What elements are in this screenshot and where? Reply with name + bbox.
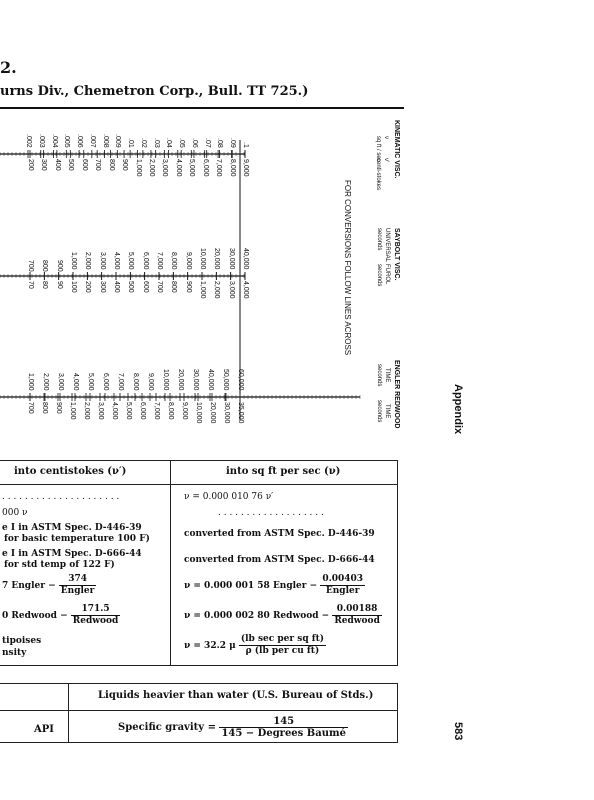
sqft-label: .03 — [152, 138, 160, 148]
sqft-label: .008 — [101, 134, 109, 148]
conversion-note: FOR CONVERSIONS FOLLOW LINES ACROSS — [343, 180, 352, 356]
row5-right — [184, 574, 365, 597]
redwood-label: 8,000 — [167, 402, 174, 420]
engler-label: 9,000 — [147, 373, 154, 391]
centistoke-label: 8,000 — [228, 159, 236, 177]
formula-label: Specific gravity = — [118, 722, 216, 733]
universal-label: 30,000 — [227, 248, 235, 270]
engler-label: 7,000 — [117, 373, 124, 391]
redwood-label: 700 — [27, 402, 34, 414]
centistoke-label: 3,000 — [161, 159, 169, 177]
row5-left — [2, 574, 96, 597]
centistoke-label: 600 — [80, 159, 88, 171]
section-number: 2. — [0, 58, 17, 77]
saybolt-unit2: seconds — [376, 264, 382, 287]
redwood-label: 900 — [55, 402, 62, 414]
row6-right — [184, 604, 382, 627]
sqft-label: .007 — [88, 134, 96, 148]
redwood-label: 1,000 — [69, 402, 76, 420]
engler-unit1: seconds — [376, 364, 382, 387]
redwood-label: 20,000 — [209, 402, 216, 424]
furol-label: 90 — [55, 281, 63, 289]
frac-den: ρ (lb per cu ft) — [245, 646, 320, 656]
furol-label: 900 — [184, 281, 192, 293]
centistoke-label: 900 — [121, 159, 129, 171]
universal-label: 5,000 — [127, 252, 135, 270]
sqft-label: .06 — [190, 138, 198, 148]
row1-left: . . . . . . . . . . . . . . . . . . . . . — [2, 492, 120, 502]
engler-label: 6,000 — [102, 373, 109, 391]
universal-label: 900 — [55, 260, 63, 272]
frac-num: 145 — [219, 716, 348, 728]
furol-label: 500 — [127, 281, 135, 293]
engler-label: 2,000 — [42, 373, 49, 391]
page-number: 583 — [452, 722, 464, 741]
top-rule — [0, 107, 404, 109]
row1-right: ν = 0.000 010 76 ν′ — [184, 492, 274, 502]
furol-label: 80 — [41, 281, 49, 289]
engler-label: 60,000 — [237, 369, 244, 391]
engler-label: 20,000 — [177, 369, 184, 391]
universal-label: 20,000 — [213, 248, 221, 270]
formula-frac — [219, 716, 348, 739]
furol-label: 300 — [98, 281, 106, 293]
sqft-label: .01 — [127, 138, 135, 148]
frac-den: Engler — [325, 586, 360, 596]
centistoke-label: 700 — [94, 159, 102, 171]
frac-num: 374 — [59, 574, 97, 586]
universal-label: 1,000 — [70, 252, 77, 270]
centistoke-label: 4,000 — [174, 159, 182, 177]
redwood-label: 800 — [41, 402, 48, 414]
engler-label: 30,000 — [192, 369, 199, 391]
universal-label: 10,000 — [199, 248, 206, 270]
centistoke-label: 1,000 — [134, 159, 142, 177]
table2-formula — [118, 716, 348, 739]
table-divider — [170, 460, 171, 666]
redwood-label: 9,000 — [181, 402, 188, 420]
redwood-label: 35,000 — [237, 402, 244, 424]
saybolt-unit1: seconds — [376, 228, 382, 251]
sqft-label: .009 — [114, 134, 122, 148]
engler-sub2: TIME — [384, 404, 390, 419]
saybolt-sub1: UNIVERSAL — [384, 228, 390, 263]
kinematic-unit2: centi-stokes — [375, 158, 381, 191]
engler-sub1: TIME — [384, 368, 390, 383]
table2-header-rule — [0, 710, 398, 711]
centistoke-label: 7,000 — [215, 159, 223, 177]
frac-num: (lb sec per sq ft) — [240, 634, 325, 644]
frac-den: 145 − Degrees Baumé — [221, 728, 346, 739]
furol-label: 4,000 — [242, 281, 249, 299]
row3-right: converted from ASTM Spec. D-446-39 — [184, 529, 375, 539]
centistoke-label: 200 — [27, 159, 34, 171]
saybolt-sub2: FUROL — [384, 264, 390, 285]
redwood-label: 30,000 — [223, 402, 230, 424]
kinematic-header: KINEMATIC VISC. — [393, 120, 400, 179]
sqft-label: .003 — [37, 134, 45, 148]
furol-label: 100 — [70, 281, 77, 293]
row6-left-pre: 0 Redwood − — [2, 611, 68, 621]
centistoke-label: 800 — [107, 159, 115, 171]
universal-label: 2,000 — [84, 252, 92, 270]
engler-label: 40,000 — [207, 369, 214, 391]
engler-label: 4,000 — [72, 373, 79, 391]
row2-right: . . . . . . . . . . . . . . . . . . . — [218, 508, 324, 518]
viscosity-nomogram — [0, 120, 404, 455]
table2-api: API — [34, 724, 54, 735]
sqft-label: .07 — [203, 138, 211, 148]
universal-label: 8,000 — [170, 252, 178, 270]
row5-left-frac — [59, 574, 97, 597]
row3-left2: for basic temperature 100 F) — [4, 534, 150, 544]
row5-left-pre: 7 Engler − — [2, 581, 56, 591]
sqft-label: .05 — [178, 138, 186, 148]
sqft-label: .09 — [229, 138, 237, 148]
source-citation: urns Div., Chemetron Corp., Bull. TT 725.) — [0, 84, 309, 99]
row7-right-frac — [239, 634, 326, 657]
centistoke-label: 6,000 — [201, 159, 209, 177]
sqft-label: .1 — [242, 142, 249, 148]
furol-label: 600 — [141, 281, 149, 293]
engler-label: 1,000 — [27, 373, 34, 391]
kinematic-unit1: sq ft / sec — [375, 136, 381, 162]
table2-header: Liquids heavier than water (U.S. Bureau of Stds.) — [98, 690, 374, 701]
sqft-label: .08 — [216, 138, 224, 148]
redwood-label: 6,000 — [139, 402, 146, 420]
furol-label: 3,000 — [227, 281, 235, 299]
sqft-label: .004 — [50, 134, 58, 148]
redwood-label: 7,000 — [153, 402, 160, 420]
engler-header: ENGLER REDWOOD — [393, 360, 400, 429]
row4-right: converted from ASTM Spec. D-666-44 — [184, 555, 375, 565]
row5-right-frac — [320, 574, 365, 597]
engler-label: 5,000 — [87, 373, 94, 391]
row6-left-frac — [71, 604, 121, 627]
engler-label: 50,000 — [222, 369, 229, 391]
row6-right-frac — [332, 604, 382, 627]
row7-left: tipoises — [2, 636, 42, 646]
furol-label: 200 — [84, 281, 92, 293]
sqft-label: .02 — [139, 138, 147, 148]
centistoke-label: 500 — [67, 159, 75, 171]
frac-den: Engler — [60, 586, 95, 596]
frac-num: 0.00188 — [332, 604, 382, 616]
sqft-label: .006 — [76, 134, 84, 148]
universal-label: 9,000 — [184, 252, 192, 270]
sqft-label: .002 — [25, 134, 32, 148]
universal-label: 800 — [41, 260, 49, 272]
universal-label: 40,000 — [242, 248, 249, 270]
centistoke-label: 2,000 — [147, 159, 155, 177]
frac-den: Redwood — [72, 616, 119, 626]
engler-label: 10,000 — [162, 369, 169, 391]
row7-left2: nsity — [2, 648, 27, 658]
universal-label: 4,000 — [113, 252, 120, 270]
row5-right-pre: ν = 0.000 001 58 Engler − — [184, 581, 318, 591]
furol-label: 1,000 — [199, 281, 206, 299]
frac-num: 171.5 — [71, 604, 121, 616]
redwood-label: 3,000 — [97, 402, 104, 420]
kinematic-sub2: ν′ — [383, 158, 389, 163]
saybolt-header: SAYBOLT VISC. — [393, 228, 400, 281]
frac-den: Redwood — [334, 616, 380, 626]
redwood-label: 10,000 — [195, 402, 202, 424]
centistoke-label: 5,000 — [188, 159, 196, 177]
engler-label: 8,000 — [132, 373, 139, 391]
universal-label: 700 — [27, 260, 34, 272]
redwood-label: 2,000 — [83, 402, 90, 420]
row3-left: e I in ASTM Spec. D-446-39 — [2, 523, 142, 533]
header-centistokes: into centistokes (ν′) — [14, 466, 127, 477]
sqft-label: .005 — [63, 134, 71, 148]
furol-label: 700 — [156, 281, 163, 293]
row2-left: 000 ν — [2, 508, 28, 518]
row7-right-pre: ν = 32.2 μ — [184, 641, 236, 651]
furol-label: 70 — [27, 281, 34, 289]
centistoke-label: 400 — [53, 159, 61, 171]
universal-label: 7,000 — [156, 252, 163, 270]
table2-divider — [68, 683, 69, 743]
redwood-label: 4,000 — [111, 402, 118, 420]
furol-label: 400 — [113, 281, 120, 293]
engler-unit2: seconds — [376, 400, 382, 423]
row6-left — [2, 604, 120, 627]
centistoke-label: 9,000 — [242, 159, 249, 177]
header-sqft: into sq ft per sec (ν) — [226, 466, 341, 477]
engler-label: 3,000 — [57, 373, 64, 391]
frac-num: 0.00403 — [322, 574, 364, 584]
kinematic-sub1: ν — [383, 136, 389, 139]
redwood-label: 5,000 — [125, 402, 132, 420]
centistoke-label: 300 — [40, 159, 48, 171]
sqft-label: .04 — [165, 138, 173, 148]
row6-right-pre: ν = 0.000 002 80 Redwood − — [184, 611, 330, 621]
appendix-label: Appendix — [452, 384, 464, 435]
table-header-rule — [0, 484, 398, 485]
row7-right — [184, 634, 326, 657]
row4-left: e I in ASTM Spec. D-666-44 — [2, 549, 142, 559]
row4-left2: for std temp of 122 F) — [4, 560, 115, 570]
furol-label: 800 — [170, 281, 178, 293]
universal-label: 6,000 — [141, 252, 149, 270]
universal-label: 3,000 — [98, 252, 106, 270]
furol-label: 2,000 — [213, 281, 221, 299]
